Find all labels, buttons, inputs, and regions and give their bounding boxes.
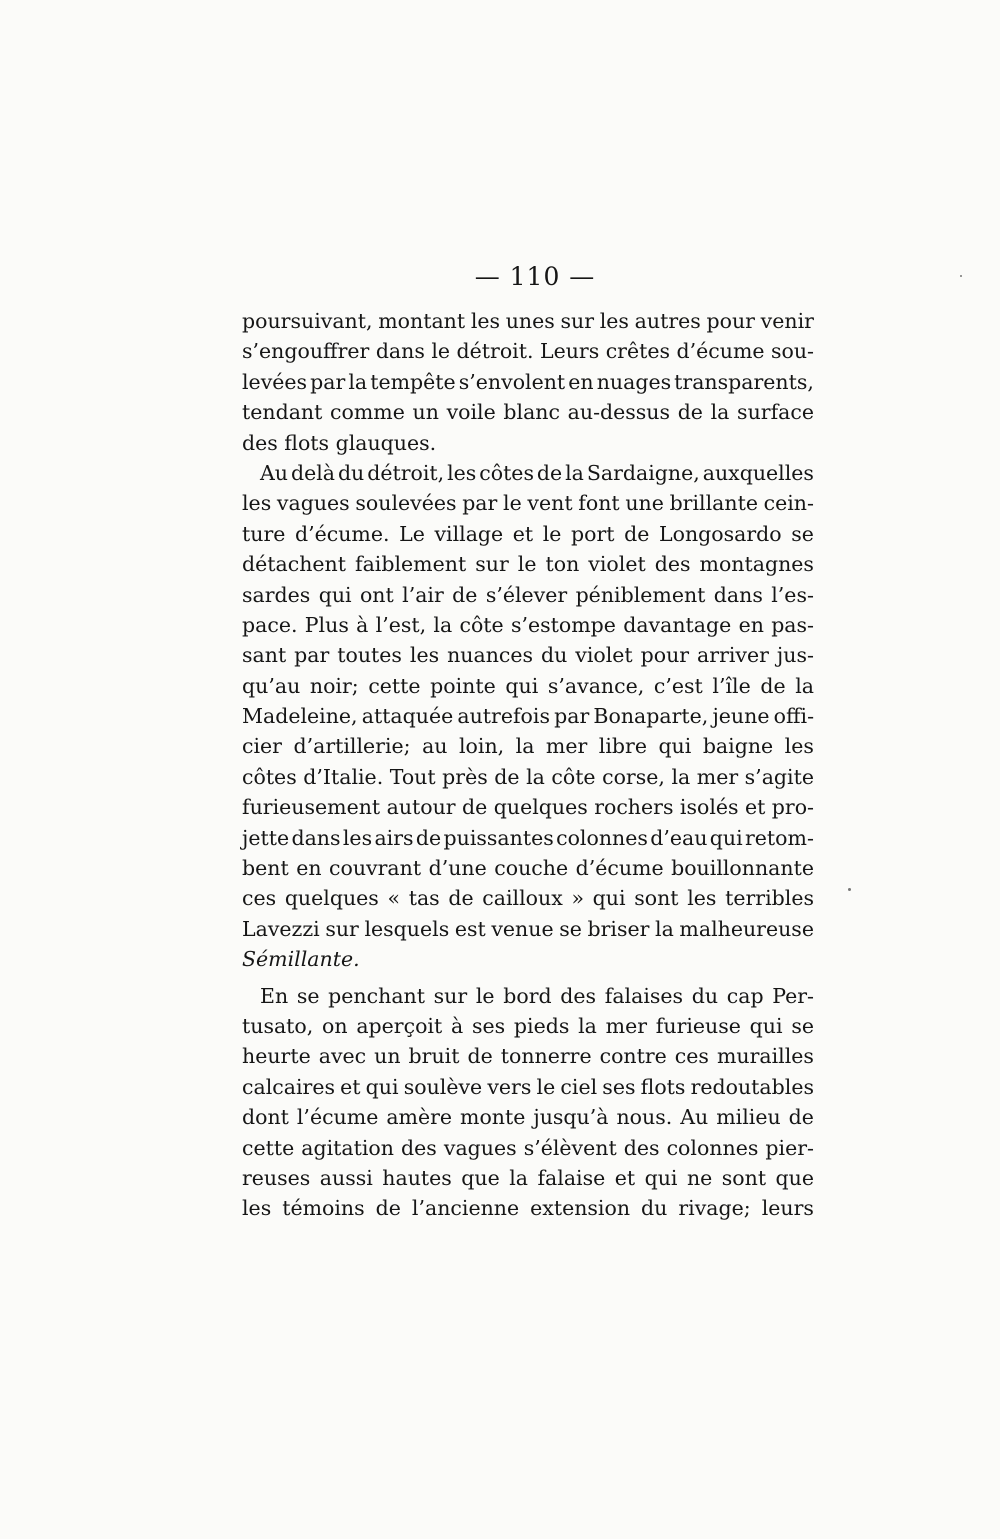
- word: dans: [713, 582, 763, 607]
- text-line: [242, 458, 814, 488]
- word: nous.: [616, 1105, 673, 1130]
- word: nuances: [447, 643, 534, 668]
- word: jusqu’à: [533, 1105, 609, 1130]
- word: qui: [318, 582, 352, 607]
- word: ces: [674, 1044, 709, 1069]
- word: milieu: [716, 1105, 781, 1130]
- word: attaquée: [361, 704, 454, 729]
- word: tendant: [242, 400, 323, 425]
- text-line: [242, 549, 814, 579]
- text-line: [242, 883, 814, 913]
- word: crêtes: [605, 339, 671, 364]
- word: »: [571, 886, 584, 911]
- word: mer: [545, 734, 588, 759]
- text-line: [242, 1041, 814, 1071]
- word: transparents,: [674, 369, 814, 394]
- word: la: [515, 734, 535, 759]
- word: pieds: [513, 1013, 570, 1038]
- word: Leurs: [539, 339, 600, 364]
- word: soulevées: [355, 491, 457, 516]
- word: au: [422, 734, 448, 759]
- word: pour: [706, 309, 755, 333]
- word: falaise: [537, 1165, 606, 1190]
- word: détroit,: [367, 460, 445, 485]
- text-line: [242, 1011, 814, 1041]
- word: monte: [460, 1105, 526, 1130]
- word: pace.: [242, 612, 298, 637]
- word: sont: [634, 886, 679, 911]
- word: le: [542, 521, 562, 546]
- word: lesquels: [364, 916, 450, 941]
- word: reuses: [242, 1165, 311, 1190]
- word: Au: [260, 460, 289, 485]
- text-line: [242, 792, 814, 822]
- word: par: [554, 704, 590, 729]
- word: furieusement: [242, 795, 381, 820]
- word: flots: [640, 1074, 686, 1099]
- word: de: [415, 825, 442, 850]
- word: sur: [325, 916, 359, 941]
- word: redoutables: [690, 1074, 814, 1099]
- word: des: [654, 552, 691, 577]
- word: un: [374, 1044, 401, 1069]
- text-line: [242, 336, 814, 366]
- paper-speck: [848, 888, 851, 891]
- word: avec: [318, 1044, 367, 1069]
- word: détachent: [242, 552, 346, 577]
- word: s’engouffrer: [242, 339, 370, 364]
- word: de: [760, 673, 786, 698]
- word: vagues: [276, 491, 350, 516]
- word: Madeleine,: [242, 704, 358, 729]
- text-line: [242, 1163, 814, 1193]
- word: la: [795, 673, 814, 698]
- word: de: [448, 886, 474, 911]
- word: à: [356, 612, 369, 637]
- word: côte: [459, 612, 504, 637]
- word: autres: [634, 309, 701, 333]
- word: qui: [749, 1013, 783, 1038]
- word: pier-: [765, 1135, 814, 1160]
- word: briser: [587, 916, 650, 941]
- word: les: [342, 825, 373, 850]
- word: auxquelles: [702, 460, 814, 485]
- word: rivage;: [678, 1196, 751, 1221]
- word: terribles: [725, 886, 814, 911]
- text-line: [242, 914, 814, 944]
- word: calcaires: [242, 1074, 335, 1099]
- word: sont: [721, 1165, 767, 1190]
- word: faiblement: [355, 552, 467, 577]
- word: s’élever: [485, 582, 568, 607]
- word: les: [470, 309, 501, 333]
- word: par: [462, 491, 498, 516]
- word: toutes: [337, 643, 402, 668]
- word: ont: [359, 582, 394, 607]
- word: sur: [475, 552, 509, 577]
- word: de: [375, 1196, 401, 1221]
- word: de: [624, 521, 650, 546]
- word: amère: [386, 1105, 453, 1130]
- word: le: [517, 552, 537, 577]
- word: bruit: [408, 1044, 460, 1069]
- word: la: [671, 764, 691, 789]
- word: de: [677, 400, 703, 425]
- word: le: [503, 491, 522, 516]
- word: couvrant: [329, 856, 422, 881]
- word: puissantes: [443, 825, 554, 850]
- word: à: [450, 1013, 464, 1038]
- word: l’ancienne: [411, 1196, 520, 1221]
- word: airs: [374, 825, 414, 850]
- text-line: [242, 731, 814, 761]
- word: jus-: [776, 643, 814, 668]
- text-line: [242, 610, 814, 640]
- text-line: [242, 671, 814, 701]
- word: sardes: [242, 582, 311, 607]
- word: Plus: [304, 612, 349, 637]
- word: brillante: [669, 491, 758, 516]
- word: couche: [494, 856, 569, 881]
- word: mer: [605, 1013, 648, 1038]
- word: des: [401, 1135, 437, 1160]
- body-text: [242, 306, 814, 1224]
- word: libre: [598, 734, 647, 759]
- word: vagues: [443, 1135, 517, 1160]
- word: d’Italie.: [303, 764, 384, 789]
- word: la: [348, 369, 368, 394]
- word: bord: [503, 983, 552, 1008]
- word: la: [710, 400, 730, 425]
- word: agitation: [301, 1135, 394, 1160]
- word: se: [791, 1013, 814, 1038]
- word: la: [526, 764, 545, 789]
- text-line: [242, 981, 814, 1011]
- text-line: [242, 488, 814, 518]
- text-line: [242, 1102, 814, 1132]
- word: ces: [242, 886, 277, 911]
- word: Le: [399, 521, 425, 546]
- word: dans: [291, 825, 341, 850]
- word: témoins: [282, 1196, 365, 1221]
- text-line: [242, 306, 814, 336]
- word: leurs: [761, 1196, 814, 1221]
- word: l’es-: [771, 582, 814, 607]
- word: cailloux: [482, 886, 563, 911]
- text-line: [242, 519, 814, 549]
- word: dont: [242, 1105, 289, 1130]
- word: du: [691, 983, 719, 1008]
- word: offi-: [773, 704, 814, 729]
- word: s’agite: [744, 764, 814, 789]
- word: penchant: [328, 983, 425, 1008]
- word: en: [738, 612, 764, 637]
- word: jette: [242, 825, 290, 850]
- word: les: [242, 1196, 272, 1221]
- word: les: [409, 643, 440, 668]
- word: sou-: [770, 339, 814, 364]
- word: d’eau: [650, 825, 708, 850]
- word: est: [454, 916, 486, 941]
- word: de: [462, 795, 488, 820]
- word: par: [294, 643, 330, 668]
- word: bouillonnante: [671, 856, 814, 881]
- word: isolés: [679, 795, 739, 820]
- word: soulève: [403, 1074, 483, 1099]
- word: la: [578, 1013, 597, 1038]
- word: noir;: [309, 673, 359, 698]
- word: cap: [726, 983, 764, 1008]
- word: que: [775, 1165, 814, 1190]
- word: détroit.: [456, 339, 534, 364]
- word: les: [687, 886, 717, 911]
- word: la: [433, 612, 453, 637]
- word: malheureuse: [679, 916, 814, 941]
- word: l’air: [402, 582, 444, 607]
- word: montagnes: [699, 552, 814, 577]
- word: la: [509, 1165, 528, 1190]
- word: Per-: [772, 983, 814, 1008]
- word: port: [571, 521, 615, 546]
- word: autrefois: [457, 704, 550, 729]
- word: cein-: [763, 491, 814, 516]
- word: En: [260, 983, 289, 1008]
- word: on: [322, 1013, 348, 1038]
- word: autour: [386, 795, 456, 820]
- word: violet: [575, 643, 633, 668]
- word: qui: [658, 734, 692, 759]
- word: des: [560, 983, 597, 1008]
- word: retom-: [745, 825, 814, 850]
- word: hautes: [382, 1165, 452, 1190]
- word: de: [467, 1044, 493, 1069]
- text-line: [242, 1193, 814, 1223]
- word: quelques: [284, 886, 379, 911]
- word: côtes: [242, 764, 297, 789]
- word: tusato,: [242, 1013, 314, 1038]
- word: ciel: [560, 1074, 598, 1099]
- word: jeune: [712, 704, 770, 729]
- word: ton: [545, 552, 580, 577]
- word: qui: [592, 886, 626, 911]
- word: loin,: [458, 734, 505, 759]
- word: sant: [242, 643, 287, 668]
- word: par: [310, 369, 346, 394]
- word: au-dessus: [567, 400, 671, 425]
- word: l’écume: [296, 1105, 379, 1130]
- word: pro-: [771, 795, 814, 820]
- word: sur: [560, 309, 595, 333]
- word: arriver: [697, 643, 769, 668]
- word: l’est,: [375, 612, 427, 637]
- word: corse,: [602, 764, 665, 789]
- word: s’estompe: [510, 612, 616, 637]
- word: pointe: [430, 673, 496, 698]
- word: venue: [491, 916, 554, 941]
- word: falaises: [604, 983, 684, 1008]
- word: c’est: [653, 673, 703, 698]
- word: côte: [551, 764, 596, 789]
- word: ne: [686, 1165, 713, 1190]
- word: surface: [737, 400, 814, 425]
- word: le: [536, 1074, 556, 1099]
- word: baigne: [702, 734, 774, 759]
- word: d’artillerie;: [293, 734, 411, 759]
- text-line: [242, 580, 814, 610]
- word: rochers: [594, 795, 674, 820]
- word: les: [784, 734, 814, 759]
- word: les: [599, 309, 629, 333]
- word: aperçoit: [356, 1013, 443, 1038]
- word: s’envolent: [458, 369, 566, 394]
- word: qui: [505, 673, 539, 698]
- word: ture: [242, 521, 286, 546]
- word: qui: [644, 1165, 678, 1190]
- word: ses: [602, 1074, 636, 1099]
- word: quelques: [493, 795, 588, 820]
- text-line: [242, 823, 814, 853]
- word: unes: [505, 309, 555, 333]
- text-line: [242, 701, 814, 731]
- text-line: [242, 367, 814, 397]
- text-line-italic: Sémillante.: [242, 947, 360, 972]
- word: qui: [365, 1074, 399, 1099]
- word: contre: [599, 1044, 667, 1069]
- word: levées: [242, 369, 308, 394]
- word: s’avance,: [547, 673, 645, 698]
- word: d’écume: [676, 339, 765, 364]
- word: heurte: [242, 1044, 311, 1069]
- word: en: [568, 369, 594, 394]
- word: colonnes: [556, 825, 648, 850]
- word: de: [536, 460, 563, 485]
- word: et: [744, 795, 766, 820]
- word: montant: [378, 309, 466, 333]
- word: de: [788, 1105, 814, 1130]
- word: voile: [446, 400, 496, 425]
- word: d’écume.: [294, 521, 390, 546]
- word: le: [431, 339, 451, 364]
- word: tempête: [370, 369, 456, 394]
- word: venir: [760, 309, 814, 333]
- word: du: [337, 460, 365, 485]
- word: tas: [408, 886, 440, 911]
- word: colonnes: [666, 1135, 759, 1160]
- word: les: [447, 460, 477, 485]
- word: du: [641, 1196, 668, 1221]
- word: l’île: [712, 673, 751, 698]
- word: blanc: [503, 400, 560, 425]
- word: de: [452, 582, 478, 607]
- word: furieuse: [655, 1013, 741, 1038]
- word: davantage: [623, 612, 732, 637]
- word: Bonaparte,: [593, 704, 709, 729]
- text-line: [242, 640, 814, 670]
- word: un: [412, 400, 439, 425]
- word: se: [296, 983, 320, 1008]
- word: village: [434, 521, 504, 546]
- word: nuages: [596, 369, 672, 394]
- text-line: [242, 762, 814, 792]
- text-line: [242, 397, 814, 427]
- word: font: [578, 491, 620, 516]
- word: ses: [471, 1013, 506, 1038]
- word: pas-: [771, 612, 814, 637]
- text-line: [242, 1133, 814, 1163]
- word: la: [565, 460, 584, 485]
- word: et: [340, 1074, 361, 1099]
- word: cier: [242, 734, 282, 759]
- word: dans: [375, 339, 425, 364]
- word: violet: [588, 552, 646, 577]
- word: se: [559, 916, 582, 941]
- paper-speck: [960, 275, 962, 277]
- word: le: [475, 983, 495, 1008]
- word: pour: [640, 643, 690, 668]
- word: péniblement: [575, 582, 706, 607]
- word: qui: [709, 825, 743, 850]
- word: se: [791, 521, 814, 546]
- word: aussi: [319, 1165, 373, 1190]
- word: une: [625, 491, 664, 516]
- word: bent: [242, 856, 289, 881]
- word: Sardaigne,: [586, 460, 700, 485]
- text-line: des flots glauques.: [242, 430, 437, 455]
- word: de: [494, 764, 520, 789]
- page-number: — 110 —: [474, 262, 596, 291]
- word: des: [623, 1135, 660, 1160]
- word: du: [540, 643, 568, 668]
- word: mer: [696, 764, 739, 789]
- word: sur: [433, 983, 468, 1008]
- text-line: [242, 853, 814, 883]
- word: et: [512, 521, 534, 546]
- word: poursuivant,: [242, 309, 373, 333]
- word: «: [387, 886, 401, 911]
- word: cette: [368, 673, 421, 698]
- word: et: [614, 1165, 636, 1190]
- word: vers: [487, 1074, 532, 1099]
- word: Lavezzi: [242, 916, 320, 941]
- word: Tout: [389, 764, 436, 789]
- word: la: [655, 916, 674, 941]
- word: Au: [680, 1105, 709, 1130]
- word: cette: [242, 1135, 295, 1160]
- word: près: [442, 764, 488, 789]
- word: comme: [330, 400, 405, 425]
- word: que: [461, 1165, 500, 1190]
- word: murailles: [716, 1044, 814, 1069]
- word: d’écume: [575, 856, 664, 881]
- word: Longosardo: [659, 521, 782, 546]
- word: delà: [290, 460, 335, 485]
- word: côtes: [479, 460, 534, 485]
- word: s’élèvent: [523, 1135, 617, 1160]
- word: extension: [530, 1196, 631, 1221]
- word: les: [242, 491, 272, 516]
- word: en: [296, 856, 322, 881]
- text-line: [242, 1072, 814, 1102]
- word: vent: [527, 491, 573, 516]
- word: d’une: [428, 856, 487, 881]
- word: qu’au: [242, 673, 301, 698]
- word: tonnerre: [500, 1044, 592, 1069]
